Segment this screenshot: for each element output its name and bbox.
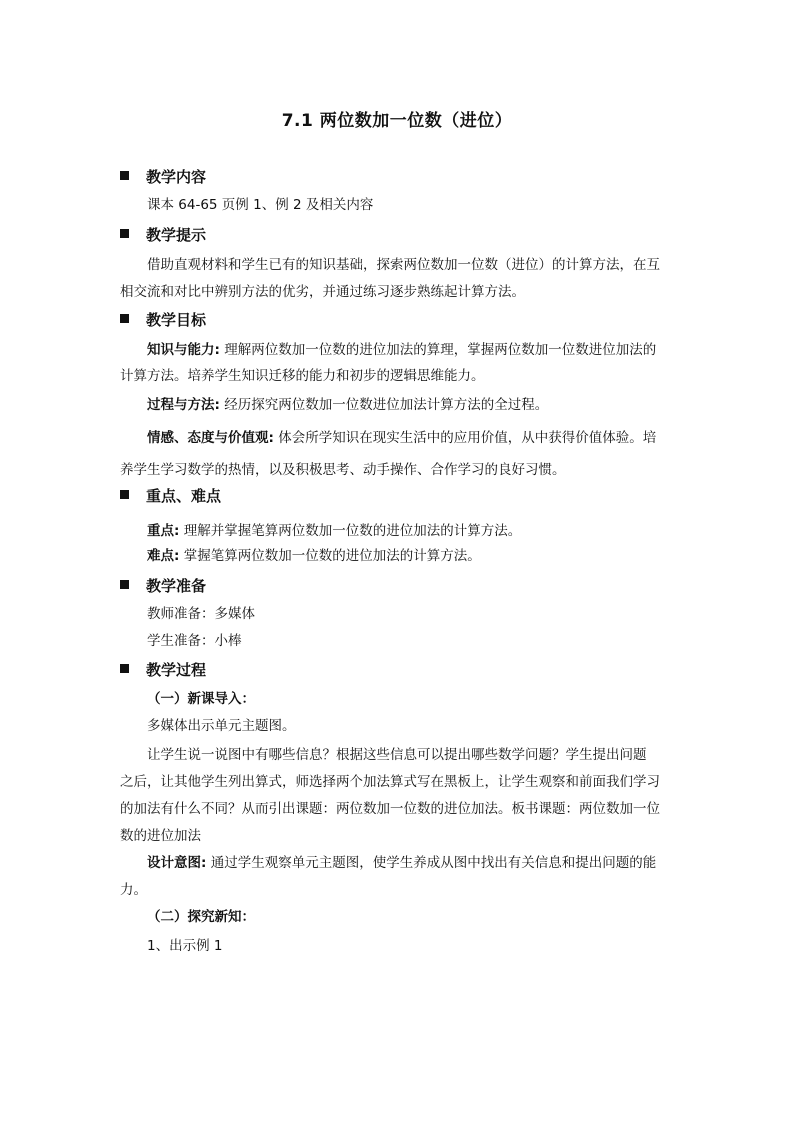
goal-knowledge-line-2: 计算方法。培养学生知识迁移的能力和初步的逻辑思维能力。 (120, 368, 485, 384)
key-point-line: 重点: 理解并掌握笔算两位数加一位数的进位加法的计算方法。 (147, 523, 522, 539)
goal-process-line: 过程与方法: 经历探究两位数加一位数进位加法计算方法的全过程。 (147, 397, 549, 413)
process-p2-line-2: 之后，让其他学生列出算式，师选择两个加法算式写在黑板上，让学生观察和前面我们学习 (120, 774, 660, 790)
square-bullet-icon (120, 490, 129, 499)
content-text: 课本 64-65 页例 1、例 2 及相关内容 (147, 197, 374, 213)
section-heading-hint: 教学提示 (120, 224, 206, 245)
knowledge-label: 知识与能力: (147, 342, 220, 358)
goal-emotion-line-2: 养学生学习数学的热情，以及积极思考、动手操作、合作学习的良好习惯。 (120, 462, 566, 478)
section-heading-process: 教学过程 (120, 659, 206, 680)
goal-knowledge-line-1: 知识与能力: 理解两位数加一位数的进位加法的算理，掌握两位数加一位数进位加法的 (147, 342, 657, 358)
section-heading-prep: 教学准备 (120, 575, 206, 596)
key-label: 重点: (147, 523, 180, 539)
design-intent-line-2: 力。 (120, 882, 147, 898)
process-p2-line-1: 让学生说一说图中有哪些信息？根据这些信息可以提出哪些数学问题？学生提出问题 (147, 747, 647, 763)
design-intent-line-1: 设计意图: 通过学生观察单元主题图，使学生养成从图中找出有关信息和提出问题的能 (147, 855, 657, 871)
section-heading-content: 教学内容 (120, 166, 206, 187)
hint-line-2: 相交流和对比中辨别方法的优劣，并通过练习逐步熟练起计算方法。 (120, 284, 525, 300)
hint-line-1: 借助直观材料和学生已有的知识基础，探索两位数加一位数（进位）的计算方法，在互 (147, 257, 660, 273)
part2-title: （二）探究新知： (147, 909, 255, 925)
square-bullet-icon (120, 229, 129, 238)
section-heading-key: 重点、难点 (120, 485, 221, 506)
step-1: 1、出示例 1 (147, 938, 223, 954)
design-label: 设计意图: (147, 855, 207, 871)
square-bullet-icon (120, 664, 129, 673)
square-bullet-icon (120, 314, 129, 323)
square-bullet-icon (120, 580, 129, 589)
process-p2-line-4: 数的进位加法 (120, 828, 201, 844)
square-bullet-icon (120, 171, 129, 180)
emotion-label: 情感、态度与价值观: (147, 430, 274, 446)
prep-teacher: 教师准备：多媒体 (147, 606, 255, 622)
prep-student: 学生准备：小棒 (147, 633, 242, 649)
process-p2-line-3: 的加法有什么不同？从而引出课题：两位数加一位数的进位加法。板书课题：两位数加一位 (120, 801, 660, 817)
process-label: 过程与方法: (147, 397, 220, 413)
section-heading-goals: 教学目标 (120, 309, 206, 330)
difficulty-line: 难点: 掌握笔算两位数加一位数的进位加法的计算方法。 (147, 548, 481, 564)
process-p1: 多媒体出示单元主题图。 (147, 718, 296, 734)
goal-emotion-line-1: 情感、态度与价值观: 体会所学知识在现实生活中的应用价值，从中获得价值体验。培 (147, 430, 657, 446)
difficulty-label: 难点: (147, 548, 180, 564)
part1-title: （一）新课导入： (147, 691, 255, 707)
page-title: 7.1 两位数加一位数（进位） (281, 111, 513, 131)
